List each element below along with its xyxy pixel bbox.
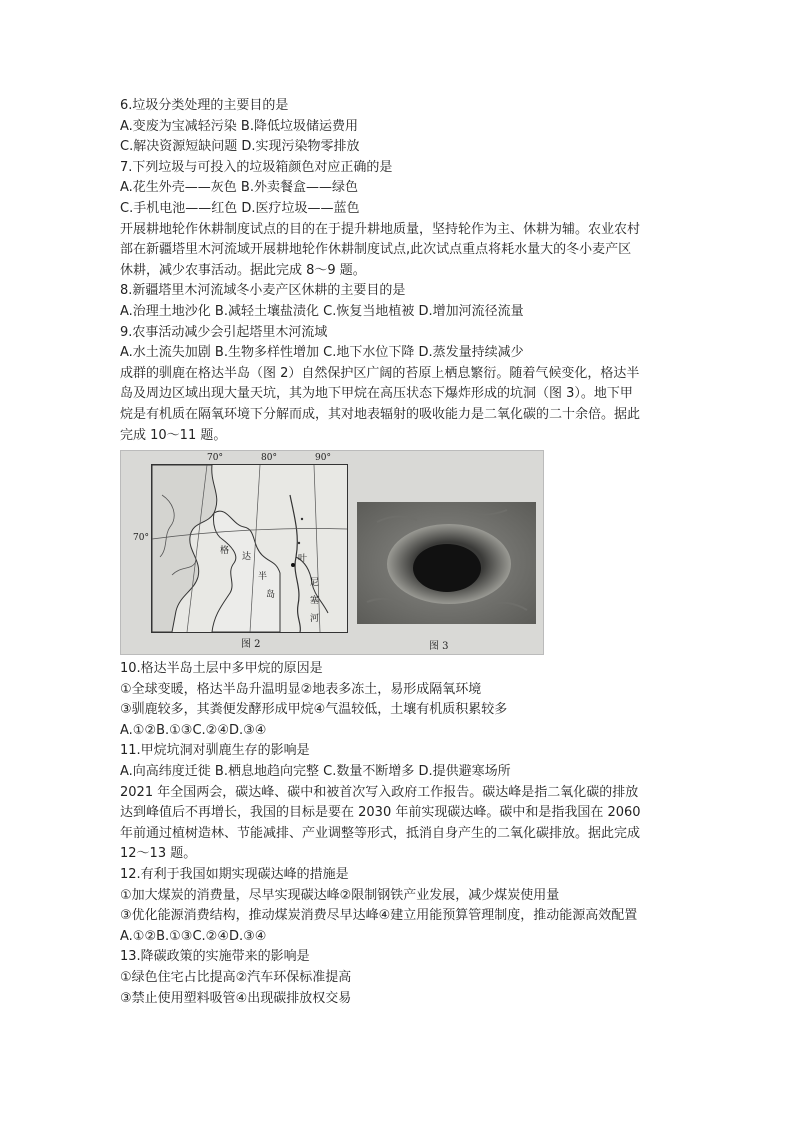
q10-items-12: ①全球变暖，格达半岛升温明显②地表多冻土，易形成隔氧环境	[120, 681, 482, 697]
river-label-char: 叶	[298, 554, 308, 565]
passage-line: 年前通过植树造林、节能减排、产业调整等形式，抵消自身产生的二氧化碳排放。据此完成	[120, 825, 641, 841]
passage-line: 2021 年全国两会，碳达峰、碳中和被首次写入政府工作报告。碳达峰是指二氧化碳的排放	[120, 784, 639, 800]
peninsula-label-char: 格	[220, 546, 230, 557]
q7-options-ab: A.花生外壳——灰色 B.外卖餐盒——绿色	[120, 180, 358, 196]
q11-stem: 11.甲烷坑洞对驯鹿生存的影响是	[120, 743, 310, 759]
passage-line: 达到峰值后不再增长，我国的目标是要在 2030 年前实现碳达峰。碳中和是指我国在 2060	[120, 805, 641, 821]
q12-items-34: ③优化能源消费结构，推动煤炭消费尽早达峰④建立用能预算管理制度，推动能源高效配置	[120, 908, 638, 924]
q8-stem: 8.新疆塔里木河流域冬小麦产区休耕的主要目的是	[120, 283, 406, 299]
methane-crater-photo	[357, 502, 536, 624]
passage-fallow	[120, 220, 680, 282]
passage-line: 开展耕地轮作休耕制度试点的目的在于提升耕地质量，坚持轮作为主、休耕为辅。农业农村	[120, 221, 641, 237]
longitude-label: 90°	[315, 453, 331, 464]
passage-line: 部在新疆塔里木河流域开展耕地轮作休耕制度试点,此次试点重点将耗水量大的冬小麦产区	[120, 242, 632, 258]
peninsula-label-char: 达	[242, 552, 252, 563]
passage-carbon	[120, 783, 680, 865]
longitude-label: 80°	[261, 453, 277, 464]
river-label-char: 河	[310, 614, 320, 625]
passage-line: 烷是有机质在隔氧环境下分解而成，其对地表辐射的吸收能力是二氧化碳的二十余倍。据此	[120, 406, 641, 422]
passage-line: 完成 10～11 题。	[120, 427, 227, 443]
q7-options-cd: C.手机电池——红色 D.医疗垃圾——蓝色	[120, 200, 360, 216]
q10-stem: 10.格达半岛土层中多甲烷的原因是	[120, 661, 323, 677]
q7-stem: 7.下列垃圾与可投入的垃圾箱颜色对应正确的是	[120, 159, 393, 175]
passage-line: 休耕，减少农事活动。据此完成 8～9 题。	[120, 262, 366, 278]
q10-items-34: ③驯鹿较多，其粪便发酵形成甲烷④气温较低，土壤有机质积累较多	[120, 702, 508, 718]
q10-options: A.①②B.①③C.②④D.③④	[120, 722, 267, 738]
q13-stem: 13.降碳政策的实施带来的影响是	[120, 949, 310, 965]
passage-methane	[120, 364, 680, 446]
river-label-char: 塞	[310, 596, 320, 607]
photo-caption: 图 3	[429, 641, 449, 653]
q12-stem: 12.有利于我国如期实现碳达峰的措施是	[120, 867, 349, 883]
map-caption: 图 2	[241, 639, 261, 651]
longitude-label: 70°	[207, 453, 223, 464]
q11-options: A.向高纬度迁徙 B.栖息地趋向完整 C.数量不断增多 D.提供避寒场所	[120, 764, 511, 780]
q12-options: A.①②B.①③C.②④D.③④	[120, 928, 267, 944]
q6-options-cd: C.解决资源短缺问题 D.实现污染物零排放	[120, 139, 360, 155]
latitude-label: 70°	[133, 533, 149, 544]
peninsula-label-char: 岛	[266, 590, 276, 601]
figure-panel	[120, 450, 544, 655]
q9-stem: 9.农事活动减少会引起塔里木河流域	[120, 324, 328, 340]
q6-options-ab: A.变废为宝减轻污染 B.降低垃圾储运费用	[120, 118, 358, 134]
peninsula-label-char: 半	[258, 572, 268, 583]
river-label-char: 尼	[310, 578, 320, 589]
q9-options: A.水土流失加剧 B.生物多样性增加 C.地下水位下降 D.蒸发量持续减少	[120, 345, 524, 361]
q12-items-12: ①加大煤炭的消费量，尽早实现碳达峰②限制钢铁产业发展，减少煤炭使用量	[120, 887, 560, 903]
q13-items-34: ③禁止使用塑料吸管④出现碳排放权交易	[120, 990, 352, 1006]
q13-items-12: ①绿色住宅占比提高②汽车环保标准提高	[120, 970, 352, 985]
exam-page	[120, 96, 680, 1009]
passage-line: 12～13 题。	[120, 846, 197, 862]
passage-line: 成群的驯鹿在格达半岛（图 2）自然保护区广阔的苔原上栖息繁衍。随着气候变化，格达半	[120, 365, 640, 381]
q6-stem: 6.垃圾分类处理的主要目的是	[120, 98, 289, 113]
passage-line: 岛及周边区域出现大量天坑，其为地下甲烷在高压状态下爆炸形成的坑洞（图 3）。地下甲	[120, 386, 633, 402]
q8-options: A.治理土地沙化 B.减轻土壤盐渍化 C.恢复当地植被 D.增加河流径流量	[120, 303, 524, 319]
map-gyda-peninsula	[151, 464, 348, 633]
